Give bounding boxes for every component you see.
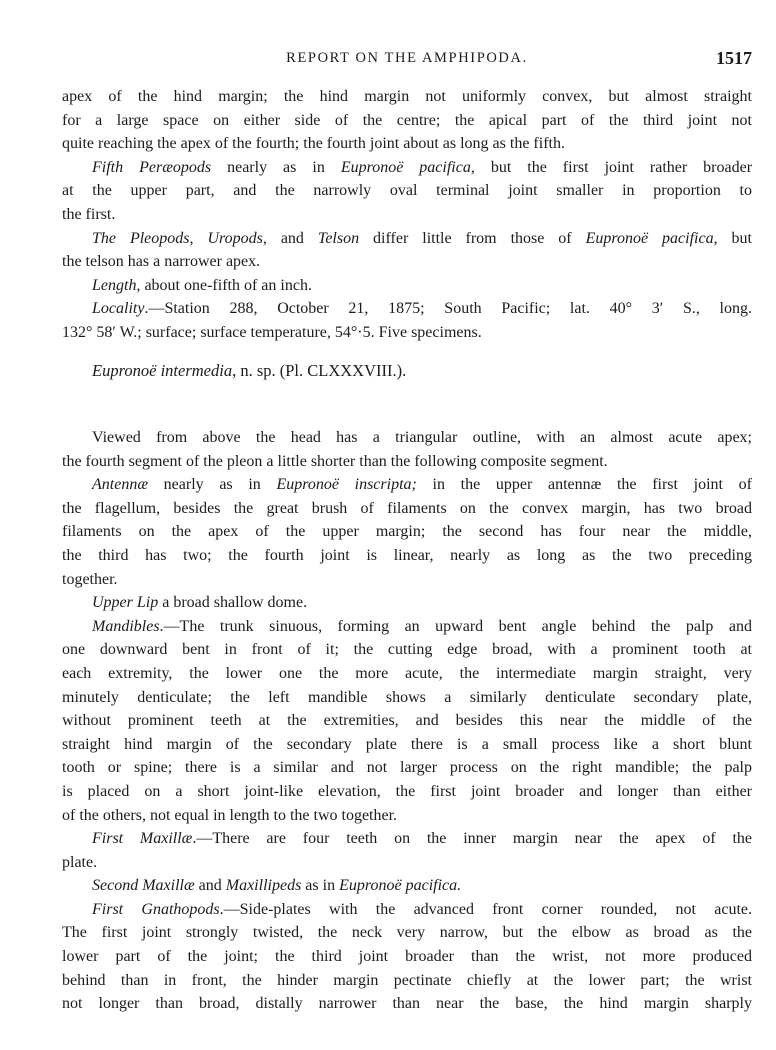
text-line: is placed on a short joint-like elevation, the first joint broader and longer than either: [62, 782, 752, 800]
species-name: Eupronoë intermedia: [92, 361, 233, 380]
species-name: Eupronoë pacifica.: [339, 877, 462, 895]
species-heading: Eupronoë intermedia, n. sp. (Pl. CLXXXVIII.).: [92, 361, 407, 380]
text-line: tooth or spine; there is a similar and not larger process on the right mandible; the palp: [62, 759, 752, 777]
first-gnathopods-line: First Gnathopods.—Side-plates with the advanced front corner rounded, not acute.: [92, 900, 753, 918]
running-title: REPORT ON THE AMPHIPODA.: [286, 50, 528, 66]
text-line: for a large space on either side of the centre; the apical part of the third joint not: [62, 111, 752, 129]
text-line: Viewed from above the head has a triangular outline, with an almost acute apex;: [92, 429, 752, 446]
text-line: apex of the hind margin; the hind margin not uniformly convex, but almost straight: [62, 88, 752, 105]
section-label: Length: [92, 276, 137, 294]
text-line: minutely denticulate; the left mandible shows a similarly denticulate secondary plate,: [62, 688, 752, 706]
text-line: without prominent teeth at the extremities, and besides this near the middle of the: [62, 712, 752, 730]
section-label: Upper Lip: [92, 594, 159, 612]
text-line: behind than in front, the hinder margin pectinate chiefly at the lower part; the wrist: [62, 971, 752, 989]
section-label: Telson: [317, 229, 360, 247]
description-continued: [62, 85, 752, 345]
text-line: the third has two; the fourth joint is linear, nearly as long as the two preceding: [62, 546, 752, 564]
antennae-line: Antennæ nearly as in Eupronoë inscripta; in the upper antennæ the first joint of: [92, 476, 752, 494]
text-line: one downward bent in front of it; the cutting edge broad, with a prominent tooth at: [62, 641, 752, 659]
section-label: The Pleopods: [92, 229, 190, 247]
section-label: Second Maxillæ: [92, 877, 195, 895]
text-line: each extremity, the lower one the more acute, the intermediate margin straight, very: [62, 664, 752, 682]
text-line: the fourth segment of the pleon a little shorter than the following composite segment.: [62, 452, 608, 470]
text-line: quite reaching the apex of the fourth; the fourth joint about as long as the fifth.: [62, 135, 565, 153]
text-line: the flagellum, besides the great brush of filaments on the convex margin, has two broad: [62, 499, 752, 517]
text-line: 132° 58′ W.; surface; surface temperature, 54°·5. Five specimens.: [62, 323, 482, 341]
section-label: First Gnathopods: [92, 900, 220, 918]
mandibles-line: Mandibles.—The trunk sinuous, forming an upward bent angle behind the palp and: [92, 617, 752, 635]
species-name: Eupronoë pacifica: [585, 229, 714, 247]
text-line: the first.: [62, 205, 116, 223]
section-label: First Maxillæ: [92, 830, 193, 848]
text-line: lower part of the joint; the third joint broader than the wrist, not more produced: [62, 948, 752, 966]
text-line: of the others, not equal in length to the two together.: [62, 806, 398, 824]
text-line: filaments on the apex of the upper margin; the second has four near the middle,: [62, 523, 752, 541]
text-line: straight hind margin of the secondary plate there is a small process like a short blunt: [62, 735, 752, 753]
first-maxillae-line: First Maxillæ.—There are four teeth on the inner margin near the apex of the: [92, 830, 752, 848]
text-line: the telson has a narrower apex.: [62, 253, 261, 271]
section-label: Maxillipeds: [225, 877, 302, 895]
text-line: not longer than broad, distally narrower than near the base, the hind margin sharply: [62, 995, 752, 1013]
pleopods-line: The Pleopods, Uropods, and Telson differ little from those of Eupronoë pacifica, but: [92, 229, 752, 247]
length-line: Length, about one-fifth of an inch.: [92, 276, 312, 294]
species-description: [62, 426, 752, 1016]
section-label: Fifth Peræopods: [92, 158, 212, 176]
page-header: [62, 50, 752, 72]
section-label: Uropods: [207, 229, 263, 247]
fifth-peraeopods-line: Fifth Peræopods nearly as in Eupronoë pacifica, but the first joint rather broader: [92, 158, 753, 176]
second-maxillae-line: Second Maxillæ and Maxillipeds as in Eupronoë pacifica.: [92, 877, 462, 895]
text-line: at the upper part, and the narrowly oval terminal joint smaller in proportion to: [62, 182, 752, 200]
section-label: Mandibles: [92, 617, 160, 635]
species-name: Eupronoë pacifica: [340, 158, 471, 176]
text-line: together.: [62, 570, 118, 588]
page-number: 1517: [716, 48, 752, 68]
section-label: Antennæ: [92, 476, 148, 494]
text-line: plate.: [62, 853, 98, 871]
upper-lip-line: Upper Lip a broad shallow dome.: [92, 594, 308, 612]
text-line: The first joint strongly twisted, the neck very narrow, but the elbow as broad as the: [62, 924, 752, 942]
species-name: Eupronoë inscripta;: [276, 476, 417, 494]
section-label: Locality: [92, 300, 145, 318]
locality-line: Locality.—Station 288, October 21, 1875; South Pacific; lat. 40° 3′ S., long.: [92, 300, 752, 318]
